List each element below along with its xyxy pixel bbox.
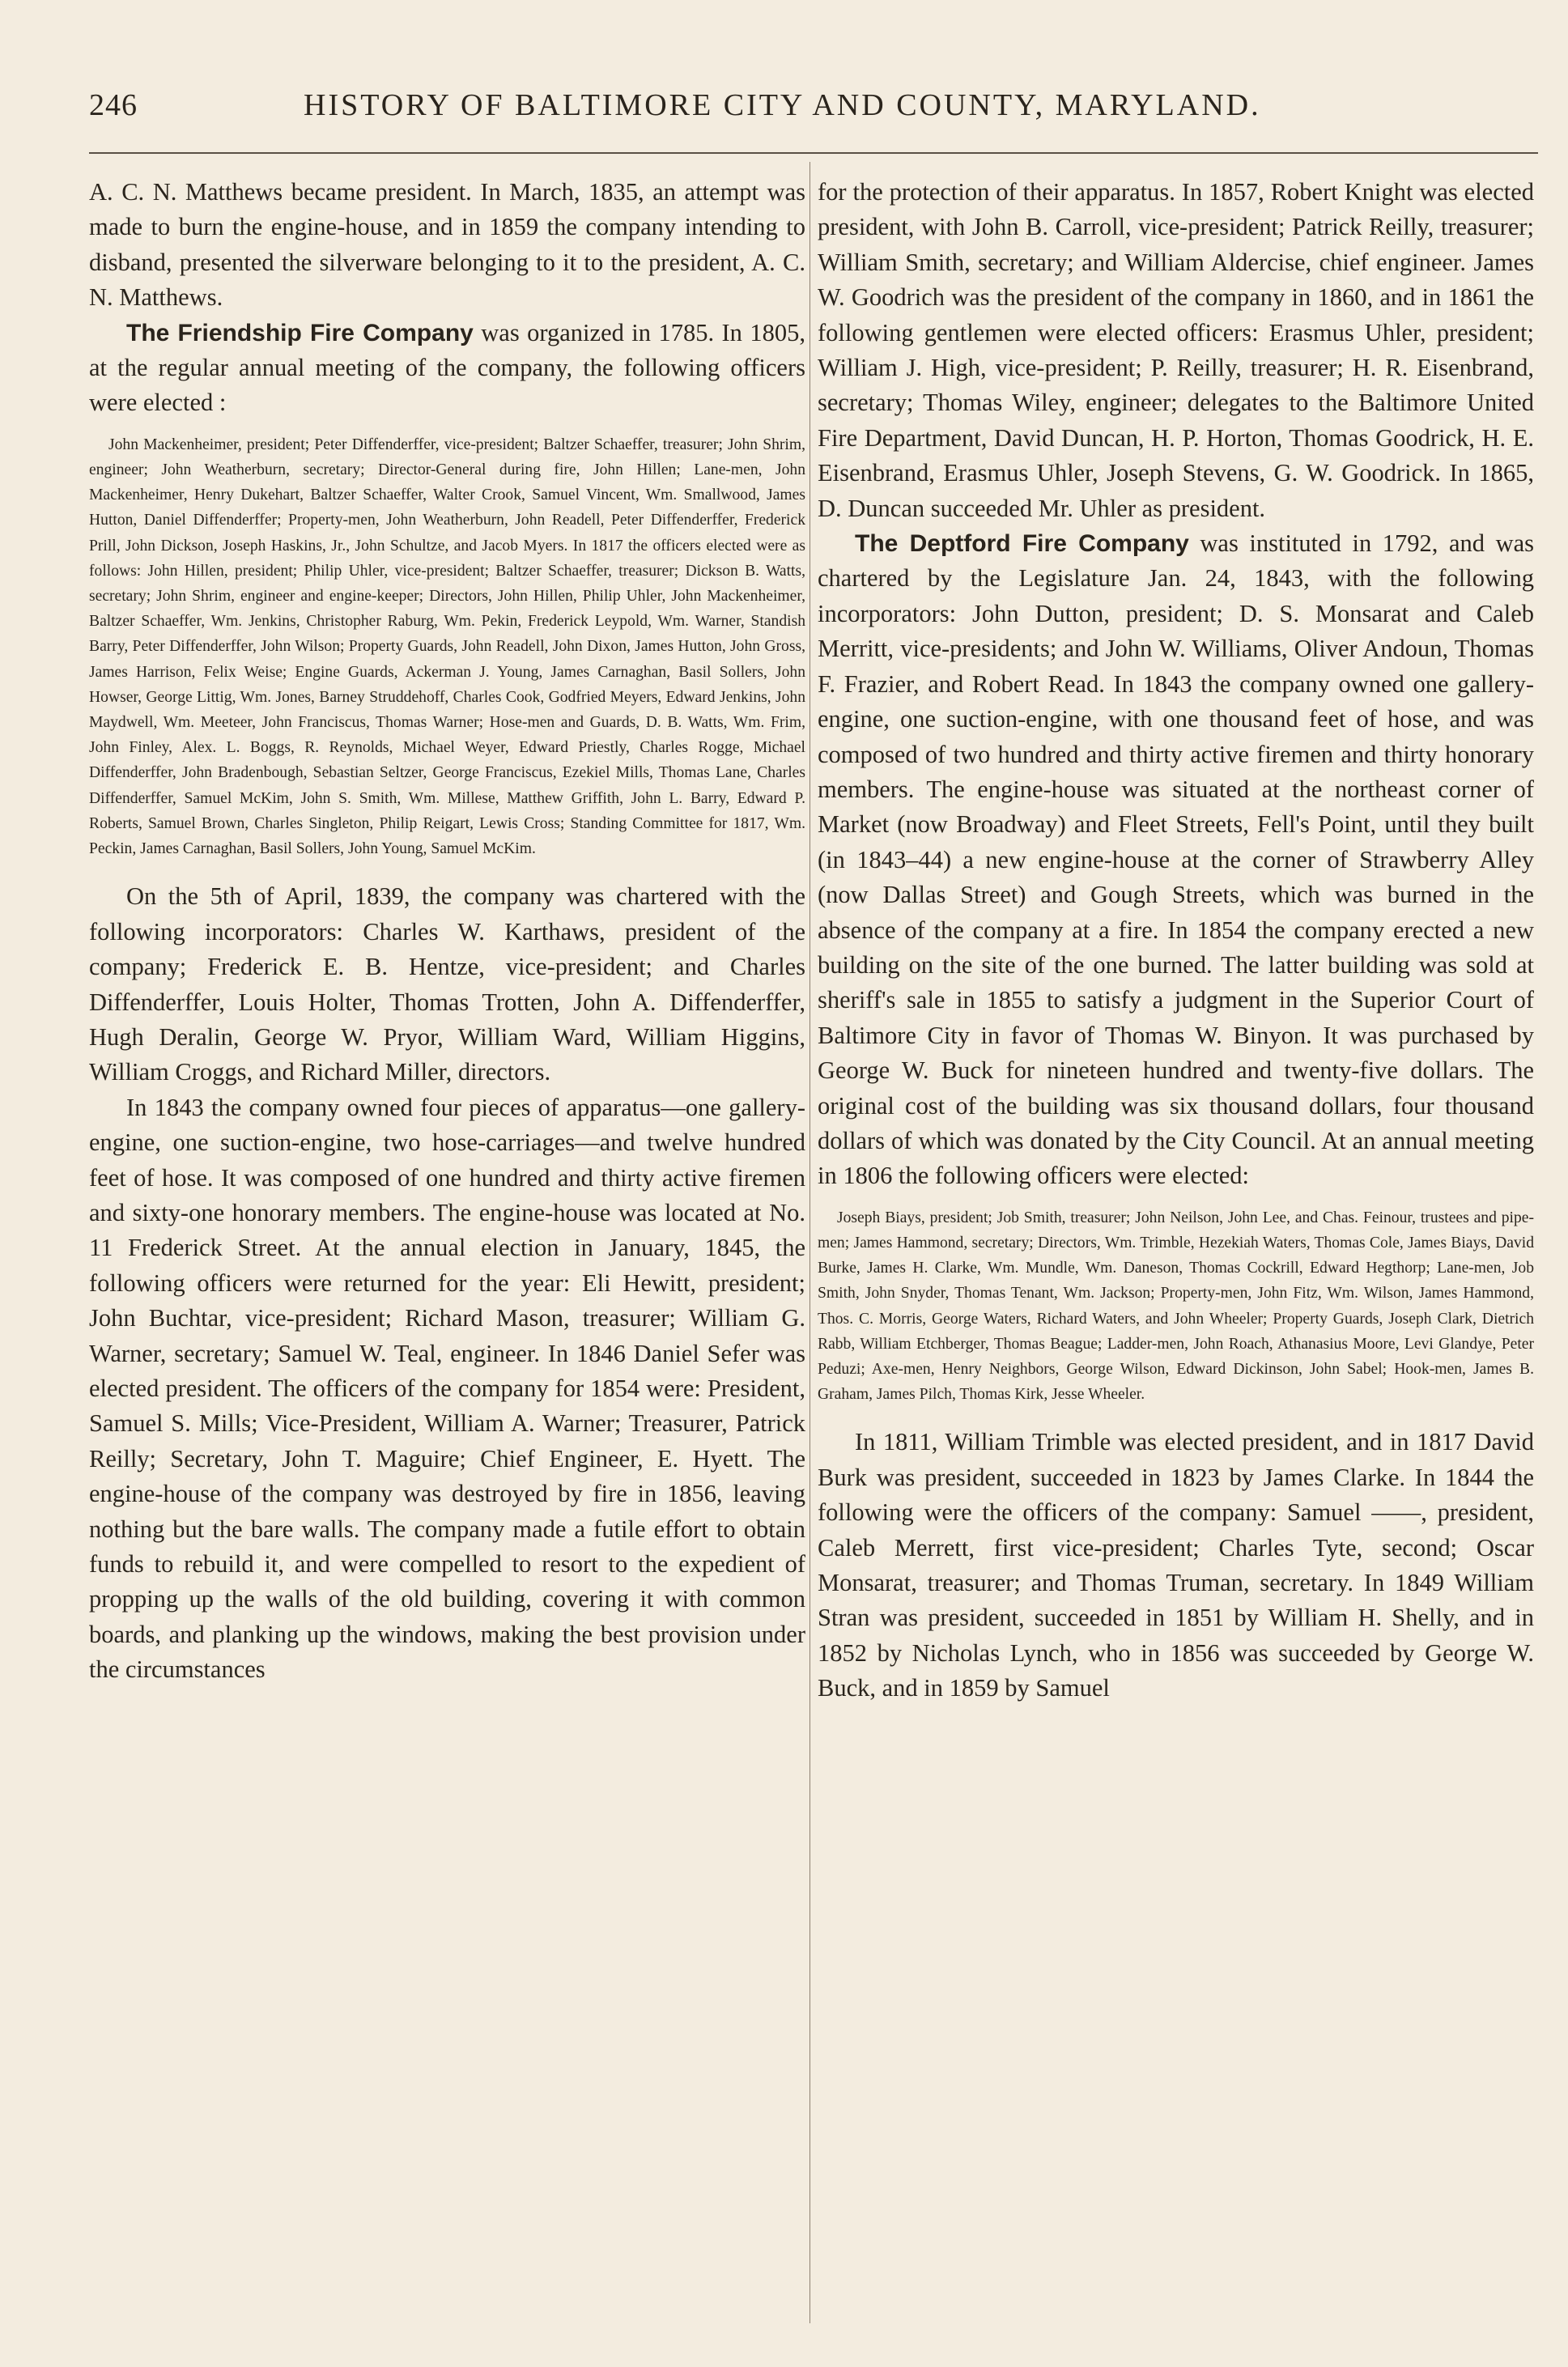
deptford-company-heading: The Deptford Fire Company — [855, 530, 1189, 558]
paragraph-friendship-intro — [89, 316, 805, 421]
column-divider — [809, 162, 810, 2323]
paragraph-1811-presidents: In 1811, William Trimble was elected president, and in 1817 David Burk was president, succeeded in 1823 by James Clarke. In 1844 the following were the officers of the company: Samuel ——, president, Caleb Merrett, first vice-president; Charles Tyte, second; Oscar Monsarat, treasurer; and Thomas Truman, secretary. In 1849 William Stran was president, succeeded in 1851 by William H. Shelly, and in 1852 by Nicholas Lynch, who in 1856 was succeeded by George W. Buck, and in 1859 by Samuel — [818, 1428, 1534, 1702]
paragraph-protection-apparatus: for the protection of their apparatus. In 1857, Robert Knight was elected president, with John B. Carroll, vice-president; Patrick Reilly, treasurer; William Smith, secretary; and William Aldercise, chief engineer. James W. Goodrich was the president of the company in 1860, and in 1861 the following gentlemen were elected officers: Erasmus Uhler, president; William J. High, vice-president; P. Reilly, treasurer; H. R. Eisenbrand, secretary; Thomas Wiley, engineer; delegates to the Baltimore United Fire Department, David Duncan, H. P. Horton, Thomas Goodrick, H. E. Eisenbrand, Erasmus Uhler, Joseph Stevens, G. W. Goodrick. In 1865, D. Duncan succeeded Mr. Uhler as president. — [818, 178, 1534, 522]
deptford-intro-text: was instituted in 1792, and was chartered by the Legislature Jan. 24, 1843, with the following incorporators: John Dutton, president; D. S. Monsarat and Caleb Merritt, vice-presidents; and John W. Williams, Oliver Andoun, Thomas F. Frazier, and Robert Read. In 1843 the company owned one gallery-engine, one suction-engine, with one thousand feet of hose, and was composed of two hundred and thirty active firemen and thirty honorary members. The engine-house was situated at the northeast corner of Market (now Broadway) and Fleet Streets, Fell's Point, until they built (in 1843–44) a new engine-house at the corner of Strawberry Alley (now Dallas Street) and Gough Streets, which was burned in the absence of the company at a fire. In 1854 the company erected a new building on the site of the one burned. The latter building was sold at sheriff's sale in 1855 to satisfy a judgment in the Superior Court of Baltimore City in favor of Thomas W. Binyon. It was purchased by George W. Buck for nineteen hundred and twenty-five dollars. The original cost of the building was six thousand dollars, four thousand dollars of which was donated by the City Council. At an annual meeting in 1806 the following officers were elected: — [818, 529, 1534, 1190]
friendship-company-heading: The Friendship Fire Company — [126, 319, 474, 346]
deptford-officers-list: Joseph Biays, president; Job Smith, treasurer; John Neilson, John Lee, and Chas. Feinour, trustees and pipe-men; James Hammond, secretary; Directors, Wm. Trimble, Hezekiah Waters, Thomas Cole, James Biays, David Burke, James H. Clarke, Wm. Mundle, Wm. Daneson, Thomas Cockrill, Edward Hegthorp; Lane-men, Job Smith, John Snyder, Thomas Tenant, Wm. Jackson; Property-men, John Fitz, Wm. Wilson, James Hammond, Thos. C. Morris, George Waters, Richard Waters, and John Wheeler; Property Guards, Joseph Clark, Dietrich Rabb, William Etchberger, Thomas Beague; Ladder-men, John Roach, Athanasius Moore, Levi Glandye, Peter Peduzi; Axe-men, Henry Neighbors, George Wilson, Edward Dickinson, John Sabel; Hook-men, James B. Graham, James Pilch, Thomas Kirk, Jesse Wheeler. — [818, 1209, 1534, 1404]
paragraph-1839-charter: On the 5th of April, 1839, the company was chartered with the following incorporators: Charles W. Karthaws, president of the company; Frederick E. B. Hentze, vice-president; and Charles Diffenderffer, Louis Holter, Thomas Trotten, John A. Diffenderffer, Hugh Deralin, George W. Pryor, William Ward, William Higgins, William Croggs, and Richard Miller, directors. — [89, 882, 805, 1086]
friendship-intro-text: was organized in 1785. In 1805, at the regular annual meeting of the company, the following officers were elected : — [89, 318, 805, 417]
page-header — [89, 87, 1538, 136]
right-column — [818, 175, 1534, 2328]
left-column — [89, 175, 805, 2328]
header-rule — [89, 152, 1538, 154]
paragraph-matthews: A. C. N. Matthews became president. In March, 1835, an attempt was made to burn the engine-house, and in 1859 the company intending to disband, presented the silverware belonging to it to the president, A. C. N. Matthews. — [89, 178, 805, 312]
paragraph-1843-apparatus: In 1843 the company owned four pieces of apparatus—one gallery-engine, one suction-engine, two hose-carriages—and twelve hundred feet of hose. It was composed of one hundred and thirty active firemen and sixty-one honorary members. The engine-house was located at No. 11 Frederick Street. At the annual election in January, 1845, the following officers were returned for the year: Eli Hewitt, president; John Buchtar, vice-president; Richard Mason, treasurer; William G. Warner, secretary; Samuel W. Teal, engineer. In 1846 Daniel Sefer was elected president. The officers of the company for 1854 were: President, Samuel S. Mills; Vice-President, William A. Warner; Treasurer, Patrick Reilly; Secretary, John T. Maguire; Chief Engineer, E. Hyett. The engine-house of the company was destroyed by fire in 1856, leaving nothing but the bare walls. The company made a futile effort to obtain funds to rebuild it, and were compelled to resort to the expedient of propping up the walls of the old building, covering it with common boards, and planking up the windows, making the best provision under the circumstances — [89, 1093, 805, 1684]
page-number: 246 — [89, 88, 138, 122]
paragraph-deptford-intro — [818, 526, 1534, 1194]
running-head: HISTORY OF BALTIMORE CITY AND COUNTY, MARYLAND. — [304, 88, 1261, 122]
friendship-officers-list: John Mackenheimer, president; Peter Diffenderffer, vice-president; Baltzer Schaeffer, treasurer; John Shrim, engineer; John Weatherburn, secretary; Director-General during fire, John Hillen; Lane-men, John Mackenheimer, Henry Dukehart, Baltzer Schaeffer, Walter Crook, Samuel Vincent, Wm. Smallwood, James Hutton, Daniel Diffenderffer; Property-men, John Weatherburn, John Readell, Peter Diffenderffer, Frederick Prill, John Dickson, Joseph Haskins, Jr., John Schultze, and Jacob Myers. In 1817 the officers elected were as follows: John Hillen, president; Philip Uhler, vice-president; Baltzer Schaeffer, treasurer; Dickson B. Watts, secretary; John Shrim, engineer and engine-keeper; Directors, John Hillen, Philip Uhler, John Mackenheimer, Baltzer Schaeffer, Wm. Jenkins, Christopher Raburg, Wm. Pekin, Frederick Leypold, Wm. Warner, Standish Barry, Peter Diffenderffer, John Wilson; Property Guards, John Readell, John Dixon, James Hutton, John Gross, James Harrison, Felix Weise; Engine Guards, Ackerman J. Young, James Carnaghan, Basil Sollers, John Howser, George Littig, Wm. Jones, Barney Struddehoff, Charles Cook, Godfried Meyers, Edward Jenkins, John Maydwell, Wm. Meeteer, John Franciscus, Thomas Warner; Hose-men and Guards, D. B. Watts, Wm. Frim, John Finley, Alex. L. Boggs, R. Reynolds, Michael Weyer, Edward Priestly, Charles Rogge, Michael Diffenderffer, John Bradenbough, Sebastian Seltzer, George Franciscus, Ezekiel Mills, Thomas Lane, Charles Diffenderffer, Samuel McKim, John S. Smith, Wm. Millese, Matthew Griffith, John L. Barry, Edward P. Roberts, Samuel Brown, Charles Singleton, Philip Reigart, Lewis Cross; Standing Committee for 1817, Wm. Peckin, James Carnaghan, Basil Sollers, John Young, Samuel McKim. — [89, 436, 805, 858]
